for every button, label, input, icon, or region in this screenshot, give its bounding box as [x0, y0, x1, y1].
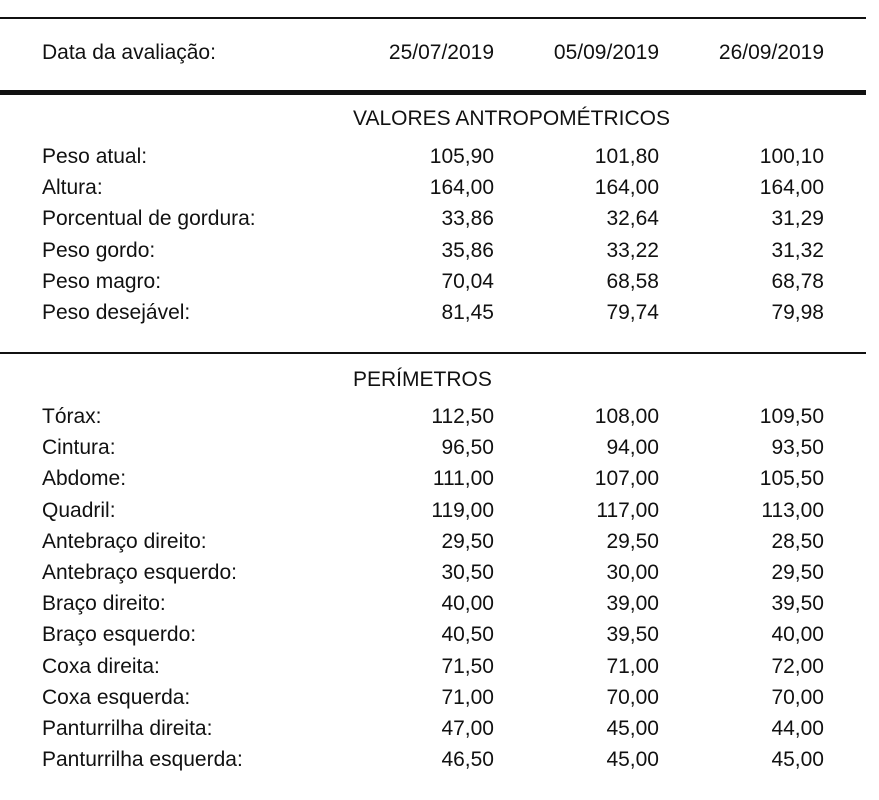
row-value-3: 70,00	[771, 685, 824, 709]
row-value-3: 28,50	[771, 529, 824, 553]
row-value-1: 35,86	[441, 238, 494, 262]
row-label: Coxa direita:	[42, 654, 160, 678]
row-label: Abdome:	[42, 467, 127, 491]
row-value-2: 33,22	[606, 238, 659, 262]
row-value-1: 96,50	[441, 436, 494, 460]
section-divider	[0, 352, 866, 354]
row-value-3: 44,00	[771, 717, 824, 740]
row-value-1: 46,50	[441, 748, 494, 772]
row-label: Panturrilha direita:	[42, 717, 213, 740]
row-value-2: 45,00	[606, 717, 659, 740]
row-value-1: 164,00	[429, 176, 494, 200]
row-value-2: 70,00	[606, 685, 659, 709]
row-value-2: 107,00	[594, 467, 659, 491]
table-row-quadril	[0, 495, 879, 527]
row-value-2: 117,00	[596, 498, 659, 522]
table-row-peso-gordo	[0, 235, 879, 267]
date-1: 25/07/2019	[388, 41, 494, 64]
row-value-2: 108,00	[594, 405, 659, 428]
row-value-1: 40,00	[441, 592, 494, 616]
row-label: Antebraço direito:	[42, 529, 207, 553]
row-value-3: 93,50	[771, 436, 824, 460]
row-value-3: 113,00	[761, 498, 824, 522]
table-row-peso-magro	[0, 266, 879, 298]
row-value-1: 30,50	[441, 561, 494, 584]
row-value-3: 40,00	[771, 623, 824, 647]
table-row-peso-atual	[0, 141, 879, 173]
date-2: 05/09/2019	[553, 41, 659, 64]
row-value-2: 45,00	[606, 748, 659, 772]
table-row-torax	[0, 401, 879, 433]
row-value-1: 112,50	[431, 405, 494, 428]
row-value-1: 40,50	[441, 623, 494, 647]
section-title-antropometricos: VALORES ANTROPOMÉTRICOS	[353, 107, 670, 130]
row-value-1: 29,50	[441, 529, 494, 553]
row-label: Quadril:	[42, 498, 116, 522]
row-value-1: 105,90	[429, 145, 494, 168]
row-value-3: 31,32	[771, 238, 824, 262]
table-row-cintura	[0, 432, 879, 464]
row-value-1: 70,04	[441, 269, 494, 293]
row-label: Altura:	[42, 176, 103, 200]
table-row-panturrilha-direita	[0, 713, 879, 745]
table-row-peso-desejavel	[0, 297, 879, 329]
row-value-2: 79,74	[606, 301, 659, 324]
row-value-2: 30,00	[606, 561, 659, 584]
table-row-porcentual-de-gordura	[0, 203, 879, 235]
row-label: Antebraço esquerdo:	[42, 561, 237, 584]
row-value-3: 105,50	[759, 467, 824, 491]
row-value-2: 32,64	[606, 207, 659, 231]
row-value-1: 33,86	[441, 207, 494, 231]
row-value-3: 109,50	[759, 405, 824, 428]
row-label: Porcentual de gordura:	[42, 207, 256, 231]
row-value-1: 111,00	[432, 467, 494, 491]
row-value-3: 68,78	[771, 269, 824, 293]
row-label: Peso magro:	[42, 269, 162, 293]
row-label: Cintura:	[42, 436, 116, 460]
row-label: Peso gordo:	[42, 238, 156, 262]
row-value-2: 39,00	[606, 592, 659, 616]
table-row-braco-esquerdo	[0, 619, 879, 651]
row-label: Peso atual:	[42, 145, 148, 168]
table-row-panturrilha-esquerda	[0, 744, 879, 776]
row-value-1: 119,00	[431, 498, 494, 522]
table-row-antebraco-esquerdo	[0, 557, 879, 589]
row-value-1: 71,00	[441, 685, 494, 709]
row-value-3: 45,00	[771, 748, 824, 772]
top-rule	[0, 17, 866, 19]
date-label: Data da avaliação:	[42, 41, 216, 64]
row-label: Tórax:	[42, 405, 102, 428]
section-title-perimetros: PERÍMETROS	[353, 368, 492, 391]
row-value-2: 39,50	[606, 623, 659, 647]
row-value-1: 47,00	[441, 717, 494, 740]
header-row	[0, 37, 879, 69]
row-value-2: 71,00	[606, 654, 659, 678]
table-row-antebraco-direito	[0, 526, 879, 558]
table-row-abdome	[0, 463, 879, 495]
date-3: 26/09/2019	[718, 41, 824, 64]
table-row-altura	[0, 172, 879, 204]
row-value-2: 29,50	[606, 529, 659, 553]
row-value-2: 94,00	[606, 436, 659, 460]
header-rule	[0, 90, 866, 95]
row-value-3: 164,00	[759, 176, 824, 200]
row-value-3: 31,29	[771, 207, 824, 231]
row-label: Panturrilha esquerda:	[42, 748, 243, 772]
table-row-coxa-direita	[0, 651, 879, 683]
row-label: Braço esquerdo:	[42, 623, 197, 647]
row-label: Braço direito:	[42, 592, 166, 616]
table-row-coxa-esquerda	[0, 682, 879, 714]
row-value-3: 79,98	[771, 301, 824, 324]
row-value-1: 81,45	[441, 301, 494, 324]
row-value-2: 68,58	[606, 269, 659, 293]
row-value-3: 39,50	[771, 592, 824, 616]
table-row-braco-direito	[0, 588, 879, 620]
row-label: Peso desejável:	[42, 301, 191, 324]
row-label: Coxa esquerda:	[42, 685, 191, 709]
row-value-2: 164,00	[594, 176, 659, 200]
row-value-3: 100,10	[759, 145, 824, 168]
row-value-2: 101,80	[594, 145, 659, 168]
row-value-3: 72,00	[771, 654, 824, 678]
row-value-3: 29,50	[771, 561, 824, 584]
row-value-1: 71,50	[441, 654, 494, 678]
